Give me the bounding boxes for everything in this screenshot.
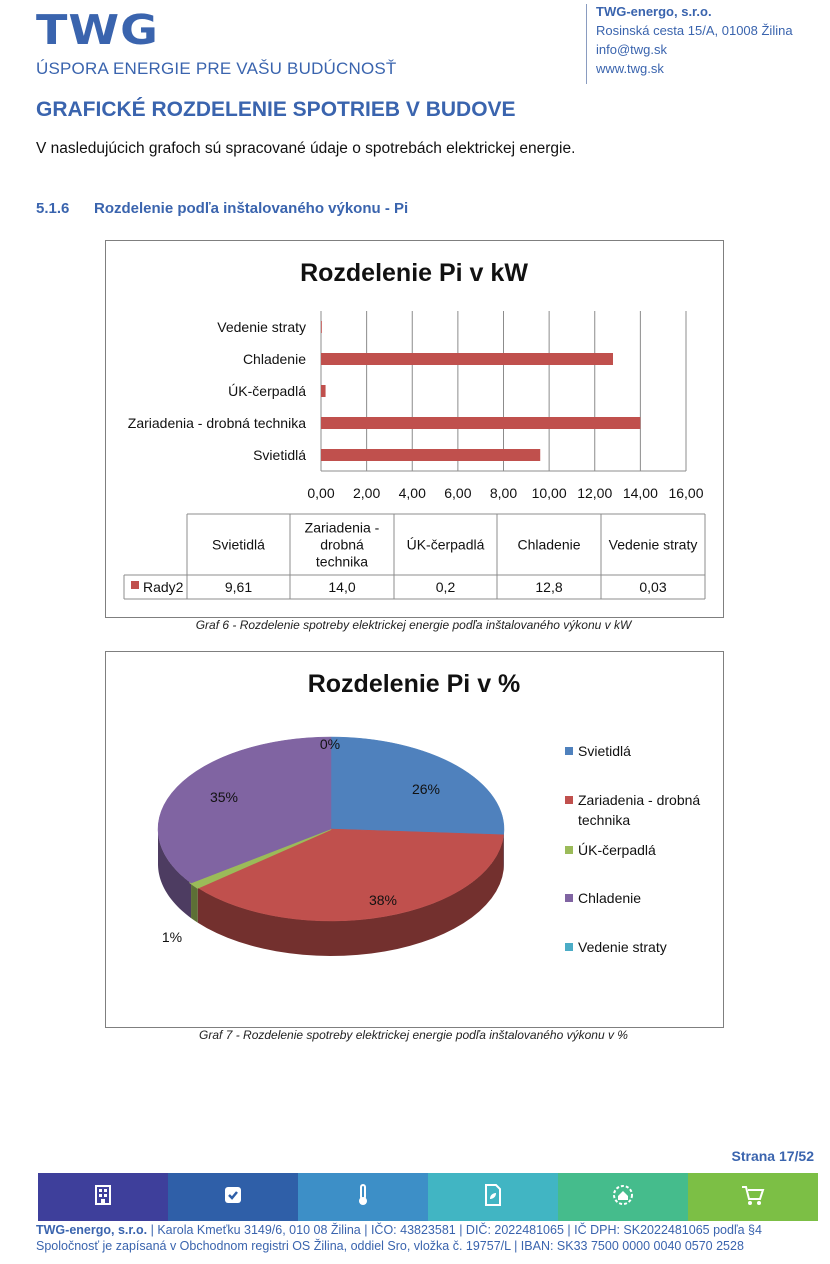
section-number: 5.1.6 xyxy=(36,200,70,217)
x-tick-label: 6,00 xyxy=(444,485,472,501)
bar-chart xyxy=(106,241,723,617)
footer-segment xyxy=(38,1173,168,1221)
company-email[interactable]: info@twg.sk xyxy=(596,42,667,57)
pie-value-label: 35% xyxy=(209,789,239,805)
legend-label: technika xyxy=(578,812,631,828)
legend-label: Vedenie straty xyxy=(578,939,667,955)
footer-segment xyxy=(688,1173,818,1221)
table-header: Vedenie straty xyxy=(608,536,698,553)
footer-segment xyxy=(298,1173,428,1221)
y-category-label: Zariadenia - drobná technika xyxy=(127,415,306,431)
building-icon xyxy=(94,1185,112,1210)
footer-text xyxy=(36,1222,762,1254)
thermometer-icon xyxy=(356,1184,370,1211)
legend-key xyxy=(565,894,573,902)
bar-chart-box xyxy=(105,240,724,618)
footer-segment xyxy=(558,1173,688,1221)
table-header: drobná xyxy=(320,536,364,553)
x-tick-label: 8,00 xyxy=(489,485,518,501)
pie-value-label: 26% xyxy=(411,781,441,797)
pie-value-label: 1% xyxy=(161,929,183,945)
page-number: Strana 17/52 xyxy=(731,1148,814,1164)
legend-label: ÚK-čerpadlá xyxy=(578,842,656,858)
y-category-label: Svietidlá xyxy=(253,447,306,463)
company-contact xyxy=(596,2,793,78)
legend-label: Chladenie xyxy=(578,890,642,906)
legend-key xyxy=(565,796,573,804)
x-tick-label: 0,00 xyxy=(307,485,335,501)
table-value: 0,03 xyxy=(639,579,667,595)
pie-value-label: 38% xyxy=(368,892,398,908)
table-value: 0,2 xyxy=(435,579,456,595)
legend-label: Svietidlá xyxy=(578,743,631,759)
intro-text: V nasledujúcich grafoch sú spracované údaje o spotrebách elektrickej energie. xyxy=(36,140,576,157)
company-slogan: ÚSPORA ENERGIE PRE VAŠU BUDÚCNOSŤ xyxy=(36,59,397,78)
bar xyxy=(321,353,613,365)
pie-slice-side xyxy=(191,883,198,923)
checkbox-icon xyxy=(223,1185,243,1210)
chart-title: Rozdelenie Pi v kW xyxy=(300,259,528,287)
document-leaf-icon xyxy=(484,1184,502,1211)
company-address: Rosinská cesta 15/A, 01008 Žilina xyxy=(596,23,793,38)
bar xyxy=(321,321,322,333)
legend-label: Zariadenia - drobná xyxy=(578,792,701,808)
x-tick-label: 10,00 xyxy=(531,485,567,501)
legend-key xyxy=(565,846,573,854)
x-tick-label: 4,00 xyxy=(398,485,426,501)
legend-key xyxy=(565,943,573,951)
table-header: technika xyxy=(315,553,369,570)
chart1-caption: Graf 6 - Rozdelenie spotreby elektrickej energie podľa inštalovaného výkonu v kW xyxy=(195,618,632,632)
eco-home-icon xyxy=(612,1184,634,1211)
table-header: Zariadenia - xyxy=(304,519,380,536)
section-title: Rozdelenie podľa inštalovaného výkonu - Pi xyxy=(94,200,409,217)
chart-title: Rozdelenie Pi v % xyxy=(307,670,521,698)
table-header: Chladenie xyxy=(517,536,581,553)
y-category-label: Vedenie straty xyxy=(217,319,306,335)
table-value: 14,0 xyxy=(328,579,356,595)
pie-chart-box xyxy=(105,651,724,1028)
bar xyxy=(321,449,540,461)
chart2-caption: Graf 7 - Rozdelenie spotreby elektrickej energie podľa inštalovaného výkonu v % xyxy=(199,1028,628,1042)
pie-value-label: 0% xyxy=(319,736,341,752)
footer-registry: Spoločnosť je zapísaná v Obchodnom registri OS Žilina, oddiel Sro, vložka č. 19757/L | IBAN: SK33 7500 0000 0040 0570 2528 xyxy=(36,1239,744,1253)
footer-icon-bar xyxy=(38,1173,818,1221)
footer-company: TWG-energo, s.r.o. xyxy=(36,1223,148,1237)
header-divider xyxy=(586,4,587,84)
x-tick-label: 16,00 xyxy=(668,485,704,501)
pie-chart xyxy=(106,652,723,1027)
legend-key xyxy=(131,581,139,589)
y-category-label: ÚK-čerpadlá xyxy=(228,383,306,399)
legend-key xyxy=(565,747,573,755)
company-web[interactable]: www.twg.sk xyxy=(596,61,664,76)
table-value: 9,61 xyxy=(224,579,253,595)
table-value: 12,8 xyxy=(535,579,563,595)
x-tick-label: 2,00 xyxy=(353,485,381,501)
cart-icon xyxy=(741,1184,765,1211)
section-heading xyxy=(36,200,408,217)
company-name: TWG-energo, s.r.o. xyxy=(596,4,712,19)
bar xyxy=(321,385,326,397)
footer-segment xyxy=(428,1173,558,1221)
bar xyxy=(321,417,640,429)
footer-address: | Karola Kmeťku 3149/6, 010 08 Žilina | IČO: 43823581 | DIČ: 2022481065 | IČ DPH: SK2022481065 podľa §4 xyxy=(150,1223,762,1237)
table-header: Svietidlá xyxy=(212,536,265,553)
table-header: ÚK-čerpadlá xyxy=(406,536,485,553)
company-logo: TWG xyxy=(36,5,159,55)
x-tick-label: 12,00 xyxy=(577,485,613,501)
footer-segment xyxy=(168,1173,298,1221)
page-title: GRAFICKÉ ROZDELENIE SPOTRIEB V BUDOVE xyxy=(36,98,516,121)
y-category-label: Chladenie xyxy=(242,351,306,367)
x-tick-label: 14,00 xyxy=(622,485,658,501)
series-name: Rady2 xyxy=(143,579,184,595)
